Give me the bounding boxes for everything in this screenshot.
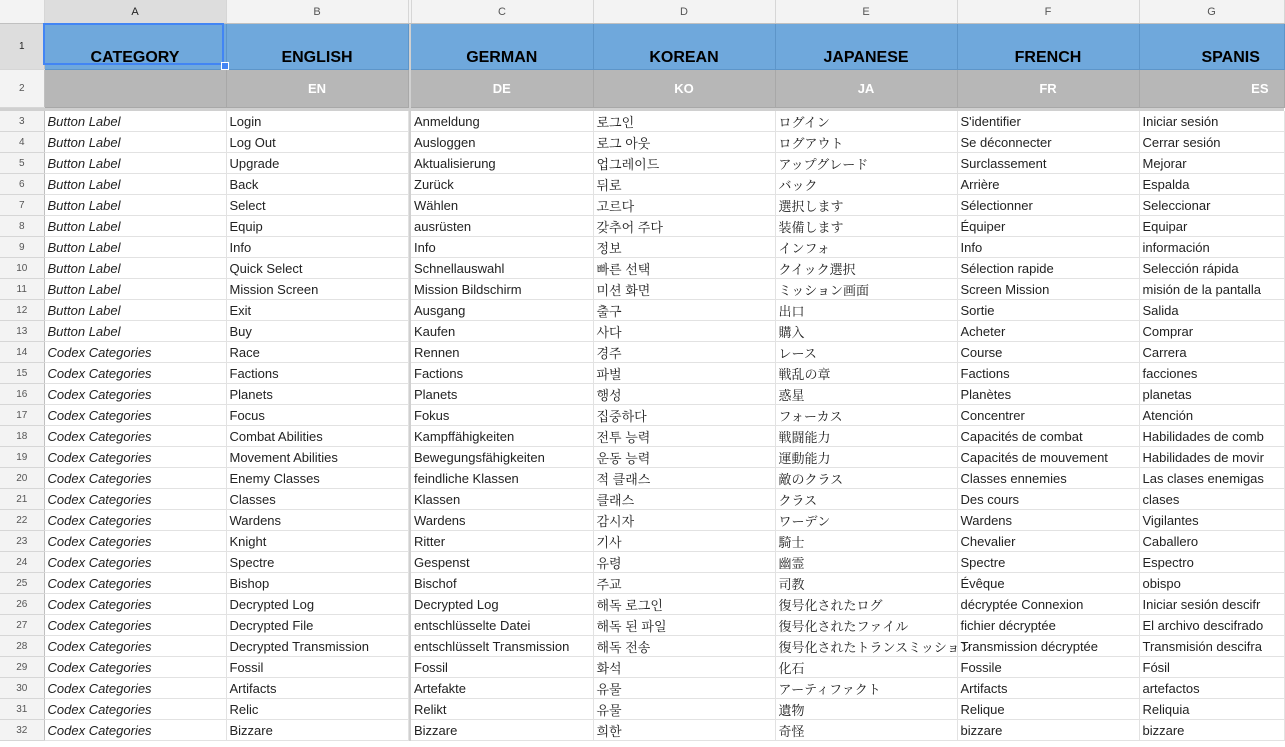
- row-number[interactable]: 24: [0, 552, 44, 573]
- row-number[interactable]: 18: [0, 426, 44, 447]
- cell-category[interactable]: Button Label: [44, 258, 226, 279]
- cell-category[interactable]: Codex Categories: [44, 720, 226, 741]
- cell-english[interactable]: Artifacts: [226, 678, 408, 699]
- table-row: [0, 426, 1284, 447]
- table-row: [0, 468, 1284, 489]
- cell-category[interactable]: Button Label: [44, 153, 226, 174]
- cell-category[interactable]: Codex Categories: [44, 699, 226, 720]
- cell-french[interactable]: Fossile: [957, 657, 1139, 678]
- cell-english-code[interactable]: EN: [226, 70, 408, 108]
- cell-korean[interactable]: 로그 아웃: [593, 132, 775, 153]
- cell-category[interactable]: Codex Categories: [44, 426, 226, 447]
- cell-japanese[interactable]: ワーデン: [775, 510, 957, 531]
- cell-korean[interactable]: 적 클래스: [593, 468, 775, 489]
- cell-category[interactable]: Codex Categories: [44, 447, 226, 468]
- cell-spanish[interactable]: El archivo descifrado: [1139, 615, 1284, 636]
- cell-french[interactable]: Relique: [957, 699, 1139, 720]
- cell-french[interactable]: Factions: [957, 363, 1139, 384]
- cell-korean[interactable]: 사다: [593, 321, 775, 342]
- table-row: [0, 279, 1284, 300]
- cell-french[interactable]: Arrière: [957, 174, 1139, 195]
- cell-category[interactable]: Codex Categories: [44, 657, 226, 678]
- cell-japanese[interactable]: バック: [775, 174, 957, 195]
- cell-english[interactable]: Relic: [226, 699, 408, 720]
- cell-german[interactable]: Zurück: [411, 174, 593, 195]
- cell-korean[interactable]: 집중하다: [593, 405, 775, 426]
- cell-french[interactable]: Acheter: [957, 321, 1139, 342]
- column-header-d[interactable]: D: [593, 0, 775, 24]
- cell-spanish[interactable]: clases: [1139, 489, 1284, 510]
- cell-english[interactable]: Back: [226, 174, 408, 195]
- cell-korean[interactable]: 행성: [593, 384, 775, 405]
- cell-german[interactable]: Bewegungsfähigkeiten: [411, 447, 593, 468]
- row-number[interactable]: 28: [0, 636, 44, 657]
- table-row: [0, 405, 1284, 426]
- cell-japanese[interactable]: インフォ: [775, 237, 957, 258]
- cell-korean[interactable]: 기사: [593, 531, 775, 552]
- cell-german[interactable]: Rennen: [411, 342, 593, 363]
- cell-japanese[interactable]: 復号化されたトランスミッション: [775, 636, 957, 657]
- cell-french[interactable]: Course: [957, 342, 1139, 363]
- cell-english[interactable]: Bishop: [226, 573, 408, 594]
- cell-category[interactable]: Codex Categories: [44, 384, 226, 405]
- table-row: [0, 216, 1284, 237]
- cell-french[interactable]: fichier décryptée: [957, 615, 1139, 636]
- cell-spanish[interactable]: Selección rápida: [1139, 258, 1284, 279]
- cell-german[interactable]: feindliche Klassen: [411, 468, 593, 489]
- cell-english[interactable]: Info: [226, 237, 408, 258]
- row-number[interactable]: 21: [0, 489, 44, 510]
- cell-german[interactable]: Wählen: [411, 195, 593, 216]
- row-number[interactable]: 26: [0, 594, 44, 615]
- cell-english[interactable]: Quick Select: [226, 258, 408, 279]
- cell-english[interactable]: Upgrade: [226, 153, 408, 174]
- cell-german[interactable]: Factions: [411, 363, 593, 384]
- cell-spanish[interactable]: Cerrar sesión: [1139, 132, 1284, 153]
- row-number[interactable]: 15: [0, 363, 44, 384]
- row-number[interactable]: 27: [0, 615, 44, 636]
- cell-category[interactable]: Codex Categories: [44, 573, 226, 594]
- cell-japanese[interactable]: ログイン: [775, 111, 957, 132]
- cell-german-header[interactable]: GERMAN: [411, 24, 593, 70]
- cell-japanese[interactable]: アップグレード: [775, 153, 957, 174]
- cell-korean[interactable]: 전투 능력: [593, 426, 775, 447]
- cell-spanish[interactable]: Vigilantes: [1139, 510, 1284, 531]
- cell-english[interactable]: Bizzare: [226, 720, 408, 741]
- cell-french[interactable]: Spectre: [957, 552, 1139, 573]
- cell-french[interactable]: Screen Mission: [957, 279, 1139, 300]
- cell-japanese[interactable]: 運動能力: [775, 447, 957, 468]
- cell-french[interactable]: Info: [957, 237, 1139, 258]
- cell-category[interactable]: Codex Categories: [44, 552, 226, 573]
- table-row: [0, 153, 1284, 174]
- table-row: [0, 699, 1284, 720]
- cell-german[interactable]: Ritter: [411, 531, 593, 552]
- cell-korean[interactable]: 출구: [593, 300, 775, 321]
- cell-korean-header[interactable]: KOREAN: [593, 24, 775, 70]
- cell-category[interactable]: Codex Categories: [44, 405, 226, 426]
- cell-spanish[interactable]: Fósil: [1139, 657, 1284, 678]
- select-all-corner[interactable]: [0, 0, 44, 24]
- cell-english[interactable]: Spectre: [226, 552, 408, 573]
- cell-spanish[interactable]: Habilidades de comb: [1139, 426, 1284, 447]
- cell-japanese[interactable]: 遺物: [775, 699, 957, 720]
- table-row: [0, 174, 1284, 195]
- cell-french[interactable]: Équiper: [957, 216, 1139, 237]
- cell-french[interactable]: Sélectionner: [957, 195, 1139, 216]
- cell-german[interactable]: Fossil: [411, 657, 593, 678]
- cell-category[interactable]: Codex Categories: [44, 531, 226, 552]
- table-row: [0, 678, 1284, 699]
- cell-german[interactable]: Kampffähigkeiten: [411, 426, 593, 447]
- cell-japanese-code[interactable]: JA: [775, 70, 957, 108]
- row-number[interactable]: 7: [0, 195, 44, 216]
- row-number[interactable]: 23: [0, 531, 44, 552]
- cell-japanese[interactable]: クイック選択: [775, 258, 957, 279]
- row-number[interactable]: 19: [0, 447, 44, 468]
- cell-spanish[interactable]: misión de la pantalla: [1139, 279, 1284, 300]
- cell-german[interactable]: Fokus: [411, 405, 593, 426]
- cell-english[interactable]: Exit: [226, 300, 408, 321]
- cell-category[interactable]: Codex Categories: [44, 468, 226, 489]
- cell-category[interactable]: Codex Categories: [44, 594, 226, 615]
- cell-french[interactable]: Capacités de combat: [957, 426, 1139, 447]
- column-header-c[interactable]: C: [411, 0, 593, 24]
- table-row: [0, 195, 1284, 216]
- cell-korean[interactable]: 유령: [593, 552, 775, 573]
- row-number[interactable]: 11: [0, 279, 44, 300]
- row-number[interactable]: 20: [0, 468, 44, 489]
- table-row: [0, 384, 1284, 405]
- table-row: [0, 720, 1284, 741]
- cell-french[interactable]: Artifacts: [957, 678, 1139, 699]
- cell-korean[interactable]: 클래스: [593, 489, 775, 510]
- cell-spanish-code[interactable]: ES: [1139, 70, 1284, 108]
- cell-french[interactable]: Chevalier: [957, 531, 1139, 552]
- cell-spanish[interactable]: Atención: [1139, 405, 1284, 426]
- cell-japanese[interactable]: 幽霊: [775, 552, 957, 573]
- cell-german[interactable]: Bischof: [411, 573, 593, 594]
- header-row-codes: [0, 70, 1284, 108]
- cell-korean[interactable]: 감시자: [593, 510, 775, 531]
- cell-spanish[interactable]: Iniciar sesión descifr: [1139, 594, 1284, 615]
- cell-german[interactable]: entschlüsselt Transmission: [411, 636, 593, 657]
- row-number[interactable]: 10: [0, 258, 44, 279]
- cell-spanish-header[interactable]: SPANIS: [1139, 24, 1284, 70]
- row-number[interactable]: 13: [0, 321, 44, 342]
- cell-spanish[interactable]: obispo: [1139, 573, 1284, 594]
- cell-english[interactable]: Decrypted Log: [226, 594, 408, 615]
- cell-korean[interactable]: 희한: [593, 720, 775, 741]
- cell-category-header[interactable]: CATEGORY: [44, 24, 226, 70]
- table-row: [0, 573, 1284, 594]
- cell-spanish[interactable]: Reliquia: [1139, 699, 1284, 720]
- cell-spanish[interactable]: bizzare: [1139, 720, 1284, 741]
- cell-english[interactable]: Enemy Classes: [226, 468, 408, 489]
- cell-german[interactable]: Planets: [411, 384, 593, 405]
- cell-french[interactable]: Wardens: [957, 510, 1139, 531]
- cell-korean[interactable]: 운동 능력: [593, 447, 775, 468]
- cell-english[interactable]: Planets: [226, 384, 408, 405]
- cell-spanish[interactable]: facciones: [1139, 363, 1284, 384]
- table-row: [0, 111, 1284, 132]
- cell-category[interactable]: Codex Categories: [44, 510, 226, 531]
- table-row: [0, 636, 1284, 657]
- column-header-a[interactable]: A: [44, 0, 226, 24]
- cell-japanese[interactable]: クラス: [775, 489, 957, 510]
- cell-japanese[interactable]: 装備します: [775, 216, 957, 237]
- cell-korean[interactable]: 정보: [593, 237, 775, 258]
- cell-english[interactable]: Log Out: [226, 132, 408, 153]
- cell-german[interactable]: Bizzare: [411, 720, 593, 741]
- cell-japanese[interactable]: ミッション画面: [775, 279, 957, 300]
- cell-korean[interactable]: 유물: [593, 678, 775, 699]
- cell-english[interactable]: Factions: [226, 363, 408, 384]
- cell-category[interactable]: Button Label: [44, 195, 226, 216]
- cell-german[interactable]: Gespenst: [411, 552, 593, 573]
- cell-english[interactable]: Wardens: [226, 510, 408, 531]
- row-number[interactable]: 1: [0, 24, 44, 70]
- cell-japanese[interactable]: 奇怪: [775, 720, 957, 741]
- row-number[interactable]: 12: [0, 300, 44, 321]
- cell-japanese[interactable]: 騎士: [775, 531, 957, 552]
- cell-german[interactable]: Mission Bildschirm: [411, 279, 593, 300]
- cell-spanish[interactable]: Salida: [1139, 300, 1284, 321]
- cell-english[interactable]: Classes: [226, 489, 408, 510]
- cell-category[interactable]: Button Label: [44, 174, 226, 195]
- cell-spanish[interactable]: Transmisión descifra: [1139, 636, 1284, 657]
- cell-french[interactable]: décryptée Connexion: [957, 594, 1139, 615]
- cell-category[interactable]: Codex Categories: [44, 678, 226, 699]
- table-row: [0, 321, 1284, 342]
- table-row: [0, 132, 1284, 153]
- cell-japanese[interactable]: 化石: [775, 657, 957, 678]
- table-row: [0, 594, 1284, 615]
- row-number[interactable]: 25: [0, 573, 44, 594]
- cell-japanese-header[interactable]: JAPANESE: [775, 24, 957, 70]
- cell-category[interactable]: Codex Categories: [44, 342, 226, 363]
- cell-german[interactable]: Ausgang: [411, 300, 593, 321]
- row-number[interactable]: 14: [0, 342, 44, 363]
- cell-french[interactable]: Sélection rapide: [957, 258, 1139, 279]
- cell-category[interactable]: Codex Categories: [44, 636, 226, 657]
- cell-japanese[interactable]: レース: [775, 342, 957, 363]
- column-header-f[interactable]: F: [957, 0, 1139, 24]
- cell-japanese[interactable]: 戦乱の章: [775, 363, 957, 384]
- cell-korean[interactable]: 미션 화면: [593, 279, 775, 300]
- cell-french-header[interactable]: FRENCH: [957, 24, 1139, 70]
- cell-japanese[interactable]: 復号化されたファイル: [775, 615, 957, 636]
- row-number[interactable]: 31: [0, 699, 44, 720]
- row-number[interactable]: 16: [0, 384, 44, 405]
- cell-french[interactable]: Transmission décryptée: [957, 636, 1139, 657]
- cell-category[interactable]: Button Label: [44, 132, 226, 153]
- cell-category-code[interactable]: [44, 70, 226, 108]
- cell-english[interactable]: Focus: [226, 405, 408, 426]
- row-number[interactable]: 3: [0, 111, 44, 132]
- cell-german[interactable]: Ausloggen: [411, 132, 593, 153]
- cell-category[interactable]: Button Label: [44, 216, 226, 237]
- cell-german[interactable]: Artefakte: [411, 678, 593, 699]
- cell-german[interactable]: Anmeldung: [411, 111, 593, 132]
- cell-japanese[interactable]: 戦闘能力: [775, 426, 957, 447]
- cell-korean[interactable]: 유물: [593, 699, 775, 720]
- cell-french[interactable]: Capacités de mouvement: [957, 447, 1139, 468]
- cell-korean[interactable]: 파벌: [593, 363, 775, 384]
- cell-french[interactable]: Se déconnecter: [957, 132, 1139, 153]
- cell-english[interactable]: Buy: [226, 321, 408, 342]
- cell-spanish[interactable]: información: [1139, 237, 1284, 258]
- cell-japanese[interactable]: ログアウト: [775, 132, 957, 153]
- cell-korean[interactable]: 해독 로그인: [593, 594, 775, 615]
- cell-japanese[interactable]: 出口: [775, 300, 957, 321]
- cell-english[interactable]: Fossil: [226, 657, 408, 678]
- cell-german[interactable]: Info: [411, 237, 593, 258]
- cell-german[interactable]: Aktualisierung: [411, 153, 593, 174]
- cell-korean[interactable]: 경주: [593, 342, 775, 363]
- cell-spanish[interactable]: Iniciar sesión: [1139, 111, 1284, 132]
- cell-category[interactable]: Button Label: [44, 321, 226, 342]
- cell-english[interactable]: Select: [226, 195, 408, 216]
- cell-korean[interactable]: 빠른 선택: [593, 258, 775, 279]
- cell-spanish[interactable]: Espectro: [1139, 552, 1284, 573]
- cell-german-code[interactable]: DE: [411, 70, 593, 108]
- table-row: [0, 258, 1284, 279]
- column-header-g[interactable]: G: [1139, 0, 1284, 24]
- cell-english[interactable]: Equip: [226, 216, 408, 237]
- row-number[interactable]: 9: [0, 237, 44, 258]
- row-number[interactable]: 2: [0, 70, 44, 108]
- cell-french[interactable]: Évêque: [957, 573, 1139, 594]
- cell-japanese[interactable]: 選択します: [775, 195, 957, 216]
- row-number[interactable]: 30: [0, 678, 44, 699]
- cell-spanish[interactable]: Equipar: [1139, 216, 1284, 237]
- cell-korean[interactable]: 업그레이드: [593, 153, 775, 174]
- table-row: [0, 300, 1284, 321]
- cell-french[interactable]: bizzare: [957, 720, 1139, 741]
- cell-category[interactable]: Button Label: [44, 111, 226, 132]
- cell-korean[interactable]: 해독 전송: [593, 636, 775, 657]
- cell-category[interactable]: Button Label: [44, 237, 226, 258]
- cell-english[interactable]: Login: [226, 111, 408, 132]
- cell-japanese[interactable]: 惑星: [775, 384, 957, 405]
- cell-english-header[interactable]: ENGLISH: [226, 24, 408, 70]
- cell-japanese[interactable]: アーティファクト: [775, 678, 957, 699]
- cell-spanish[interactable]: Habilidades de movir: [1139, 447, 1284, 468]
- cell-spanish[interactable]: Mejorar: [1139, 153, 1284, 174]
- cell-category[interactable]: Codex Categories: [44, 615, 226, 636]
- cell-korean[interactable]: 고르다: [593, 195, 775, 216]
- header-row-languages: [0, 24, 1284, 70]
- row-number[interactable]: 32: [0, 720, 44, 741]
- table-row: [0, 363, 1284, 384]
- cell-english[interactable]: Decrypted Transmission: [226, 636, 408, 657]
- table-row: [0, 489, 1284, 510]
- table-row: [0, 531, 1284, 552]
- cell-french[interactable]: Des cours: [957, 489, 1139, 510]
- cell-french[interactable]: Concentrer: [957, 405, 1139, 426]
- table-row: [0, 447, 1284, 468]
- table-row: [0, 615, 1284, 636]
- cell-french[interactable]: S'identifier: [957, 111, 1139, 132]
- cell-german[interactable]: entschlüsselte Datei: [411, 615, 593, 636]
- cell-spanish[interactable]: planetas: [1139, 384, 1284, 405]
- cell-korean[interactable]: 로그인: [593, 111, 775, 132]
- row-number[interactable]: 4: [0, 132, 44, 153]
- cell-german[interactable]: Decrypted Log: [411, 594, 593, 615]
- cell-korean[interactable]: 갖추어 주다: [593, 216, 775, 237]
- column-header-b[interactable]: B: [226, 0, 408, 24]
- cell-german[interactable]: Kaufen: [411, 321, 593, 342]
- cell-korean[interactable]: 해독 된 파일: [593, 615, 775, 636]
- cell-french-code[interactable]: FR: [957, 70, 1139, 108]
- row-number[interactable]: 29: [0, 657, 44, 678]
- cell-french[interactable]: Classes ennemies: [957, 468, 1139, 489]
- table-row: [0, 342, 1284, 363]
- fill-handle[interactable]: [221, 62, 229, 70]
- table-row: [0, 657, 1284, 678]
- cell-japanese[interactable]: 敵のクラス: [775, 468, 957, 489]
- table-row: [0, 510, 1284, 531]
- cell-korean[interactable]: 뒤로: [593, 174, 775, 195]
- cell-german[interactable]: Schnellauswahl: [411, 258, 593, 279]
- cell-spanish[interactable]: Comprar: [1139, 321, 1284, 342]
- cell-german[interactable]: Wardens: [411, 510, 593, 531]
- cell-spanish[interactable]: Espalda: [1139, 174, 1284, 195]
- cell-spanish[interactable]: artefactos: [1139, 678, 1284, 699]
- cell-english[interactable]: Knight: [226, 531, 408, 552]
- cell-japanese[interactable]: 司教: [775, 573, 957, 594]
- cell-korean[interactable]: 주교: [593, 573, 775, 594]
- cell-german[interactable]: ausrüsten: [411, 216, 593, 237]
- cell-japanese[interactable]: フォーカス: [775, 405, 957, 426]
- cell-german[interactable]: Relikt: [411, 699, 593, 720]
- row-number[interactable]: 17: [0, 405, 44, 426]
- cell-category[interactable]: Button Label: [44, 300, 226, 321]
- cell-spanish[interactable]: Las clases enemigas: [1139, 468, 1284, 489]
- row-number[interactable]: 8: [0, 216, 44, 237]
- cell-french[interactable]: Planètes: [957, 384, 1139, 405]
- column-header-row: [0, 0, 1284, 24]
- cell-english[interactable]: Movement Abilities: [226, 447, 408, 468]
- row-number[interactable]: 6: [0, 174, 44, 195]
- table-row: [0, 552, 1284, 573]
- table-row: [0, 237, 1284, 258]
- cell-spanish[interactable]: Carrera: [1139, 342, 1284, 363]
- cell-category[interactable]: Button Label: [44, 279, 226, 300]
- cell-spanish[interactable]: Caballero: [1139, 531, 1284, 552]
- cell-japanese[interactable]: 購入: [775, 321, 957, 342]
- cell-english[interactable]: Decrypted File: [226, 615, 408, 636]
- cell-category[interactable]: Codex Categories: [44, 363, 226, 384]
- cell-japanese[interactable]: 復号化されたログ: [775, 594, 957, 615]
- row-number[interactable]: 5: [0, 153, 44, 174]
- column-header-e[interactable]: E: [775, 0, 957, 24]
- cell-spanish[interactable]: Seleccionar: [1139, 195, 1284, 216]
- cell-german[interactable]: Klassen: [411, 489, 593, 510]
- cell-korean[interactable]: 화석: [593, 657, 775, 678]
- cell-korean-code[interactable]: KO: [593, 70, 775, 108]
- row-number[interactable]: 22: [0, 510, 44, 531]
- cell-category[interactable]: Codex Categories: [44, 489, 226, 510]
- cell-english[interactable]: Mission Screen: [226, 279, 408, 300]
- cell-french[interactable]: Sortie: [957, 300, 1139, 321]
- cell-english[interactable]: Combat Abilities: [226, 426, 408, 447]
- cell-english[interactable]: Race: [226, 342, 408, 363]
- cell-french[interactable]: Surclassement: [957, 153, 1139, 174]
